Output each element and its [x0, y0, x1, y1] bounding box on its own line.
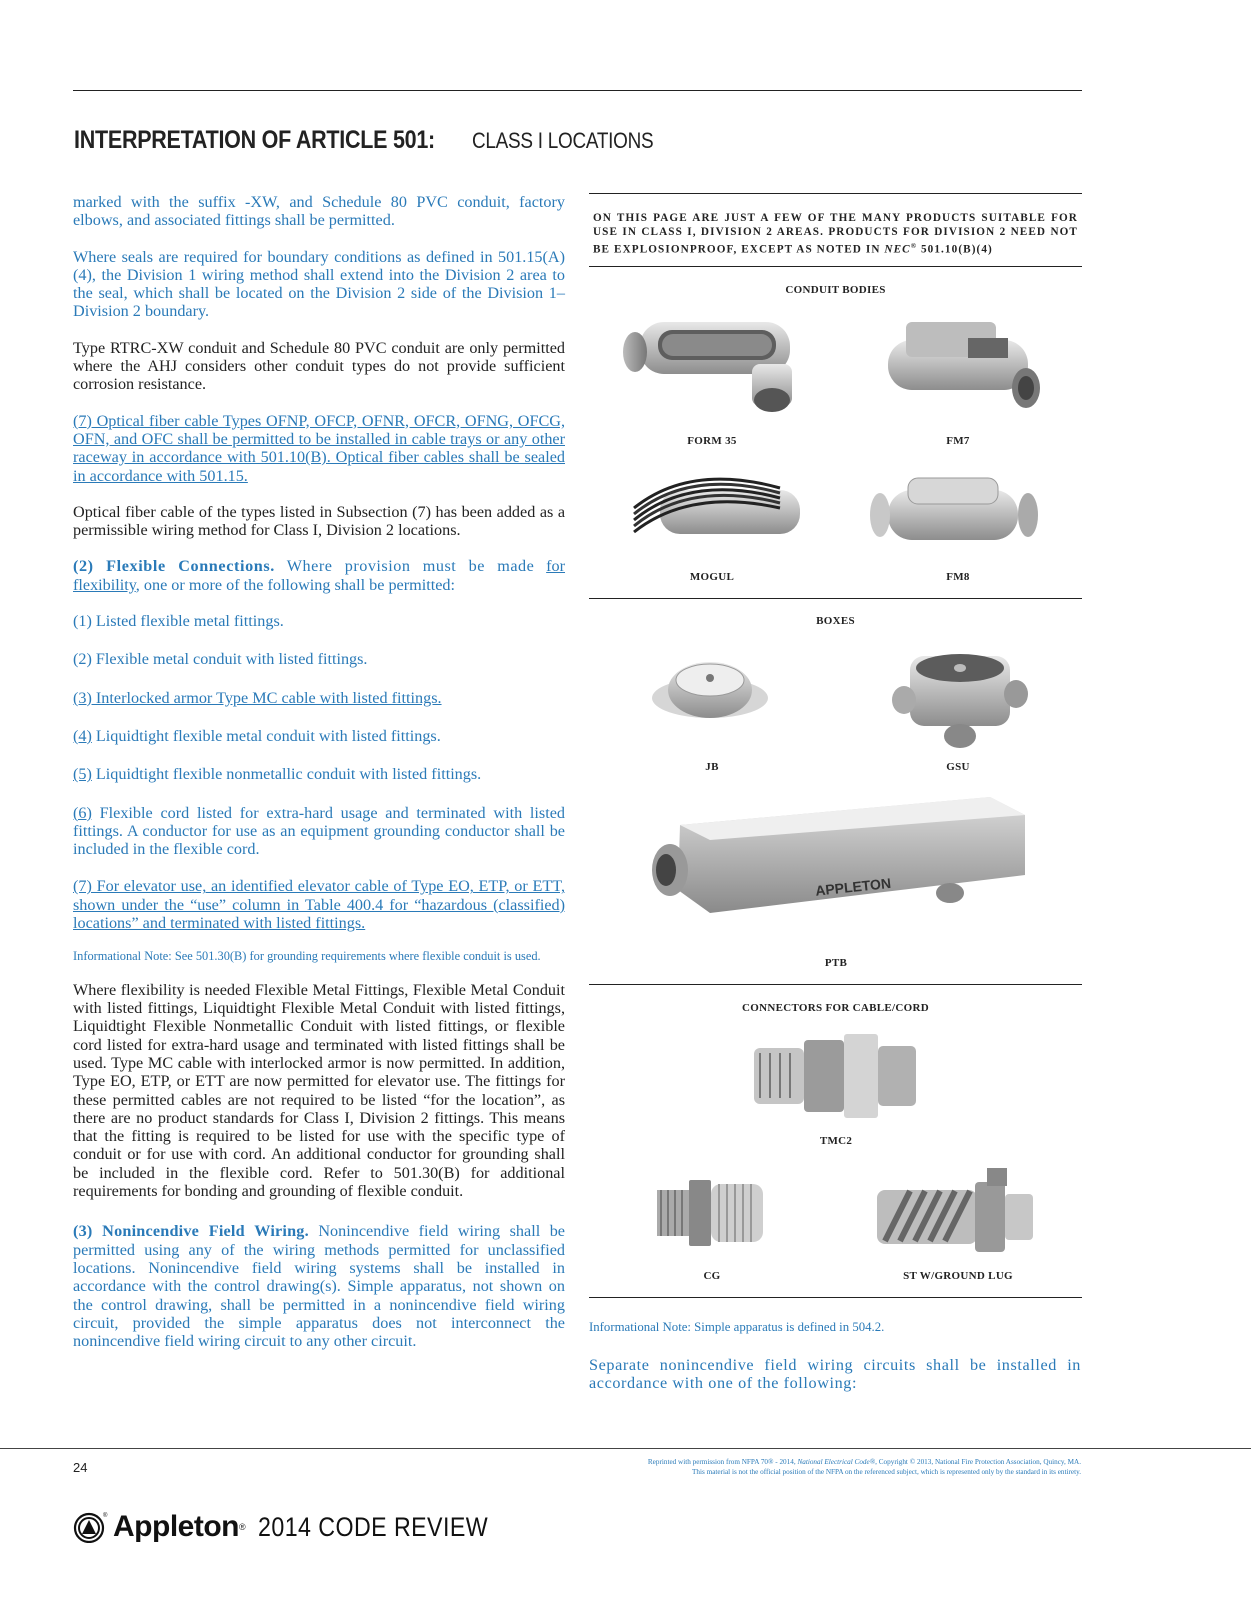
- fm7-image: [878, 310, 1048, 425]
- flexible-intro-tail: , one or more of the following shall be permitted:: [135, 575, 455, 594]
- logo-registered-mark: ®: [103, 1513, 108, 1519]
- form35-image: [620, 312, 810, 422]
- right-rule-5: [589, 1297, 1082, 1298]
- products-note-text: ON THIS PAGE ARE JUST A FEW OF THE MANY PRODUCTS SUITABLE FOR USE IN CLASS I, DIVISION 2 AREAS. PRODUCTS FOR DIVISION 2 NEED NOT BE EXPLOSIONPROOF, EXCEPT AS NOTED IN: [593, 212, 1078, 256]
- reprint-line-1-a: Reprinted with permission from NFPA 70® - 2014,: [647, 1458, 798, 1466]
- products-note-reg: ®: [910, 242, 918, 250]
- page-title-rest: CLASS I LOCATIONS: [471, 128, 654, 153]
- list-item-4: [73, 727, 565, 745]
- reprint-line-1: [521, 1457, 1081, 1467]
- flexibility-link[interactable]: for flexibility: [73, 557, 566, 594]
- mogul-image: [630, 468, 805, 558]
- list-item-2: (2) Flexible metal conduit with listed fittings.: [73, 650, 368, 669]
- reprint-line-2: This material is not the official position of the NFPA on the referenced subject, which is represented only by the standard in its entirety.: [692, 1468, 1081, 1476]
- st-ground-lug-image: [875, 1166, 1035, 1261]
- right-rule-2: [589, 266, 1082, 267]
- cg-image: [655, 1172, 765, 1257]
- ptb-appleton-label: APPLETON: [814, 874, 892, 899]
- paragraph-flexible-connections: [73, 557, 565, 594]
- ptb-image: [650, 795, 1030, 945]
- jb-image: [650, 650, 770, 740]
- informational-note-simple-apparatus: Informational Note: Simple apparatus is defined in 504.2.: [589, 1320, 885, 1334]
- brand-name: Appleton: [113, 1510, 239, 1543]
- caption-fm8: FM8: [946, 571, 970, 583]
- heading-flexible-connections: (2) Flexible Connections.: [73, 557, 275, 576]
- products-note: [593, 211, 1078, 257]
- reprint-line-1-italic: National Electrical Code®: [797, 1458, 876, 1466]
- list-item-5-number: (5): [73, 765, 92, 784]
- list-item-3: (3) Interlocked armor Type MC cable with listed fittings.: [73, 688, 442, 707]
- page-title-bold: INTERPRETATION OF ARTICLE 501:: [74, 126, 435, 154]
- caption-tmc2: TMC2: [819, 1135, 853, 1147]
- section-boxes: BOXES: [816, 615, 855, 627]
- caption-cg: CG: [703, 1270, 721, 1282]
- list-item-7: (7) For elevator use, an identified elevator cable of Type EO, ETP, or ETT, shown under the “use” column in Table 400.4 for “hazardous (classified) locations” and terminated with listed fittings.: [73, 877, 565, 933]
- list-item-5: [73, 765, 565, 783]
- top-rule: [73, 90, 1082, 91]
- page-number: 24: [73, 1460, 88, 1475]
- page-title: [74, 126, 683, 155]
- caption-mogul: MOGUL: [689, 571, 735, 583]
- paragraph-optical-fiber: (7) Optical fiber cable Types OFNP, OFCP, OFNR, OFCR, OFNG, OFCG, OFN, and OFC shall be permitted to be installed in cable trays or any other raceway in accordance with 501.10(B). Optical fiber cables shall be sealed in accordance with 501.15.: [73, 411, 565, 485]
- list-item-5-text: Liquidtight flexible nonmetallic conduit with listed fittings.: [91, 765, 482, 784]
- list-item-1: (1) Listed flexible metal fittings.: [73, 612, 284, 631]
- paragraph-optical-note: Optical fiber cable of the types listed in Subsection (7) has been added as a permissible wiring method for Class I, Division 2 locations.: [73, 502, 565, 540]
- right-rule-4: [589, 984, 1082, 985]
- brand-footer: [73, 1510, 525, 1544]
- flexible-intro-text: Where provision must be made: [286, 557, 535, 576]
- caption-st-ground-lug: ST W/GROUND LUG: [903, 1270, 1013, 1282]
- caption-jb: JB: [705, 761, 719, 773]
- left-column: [73, 193, 565, 1350]
- paragraph-rtrc: Type RTRC-XW conduit and Schedule 80 PVC conduit are only permitted where the AHJ considers other conduit types do not provide sufficient corrosion resistance.: [73, 338, 565, 394]
- brand-registered-mark: ®: [238, 1522, 246, 1532]
- caption-ptb: PTB: [824, 957, 848, 969]
- right-rule-1: [589, 193, 1082, 194]
- brand-subtitle: 2014 CODE REVIEW: [257, 1511, 488, 1542]
- paragraph-flexibility-explained: Where flexibility is needed Flexible Metal Fittings, Flexible Metal Conduit with listed fittings, Liquidtight Flexible Metal Conduit with listed fittings, Liquidtight Flexible Nonmetallic Conduit with listed fittings, or flexible cord listed for extra-hard usage and terminated with listed fittings shall be used. Type MC cable with interlocked armor is now permitted. In addition, Type EO, ETP, or ETT are now permitted for elevator use. The fittings for these permitted cables are not required to be listed “for the location”, as there are no product standards for Class I, Division 2 fittings. This means that the fitting is required to be listed for use with the specific type of conduit or for use with cord. An additional conductor for grounding shall be included in the flexible cord. Refer to 501.30(B) for additional requirements for bonding and grounding of flexible conduit.: [73, 980, 565, 1201]
- paragraph-seals: Where seals are required for boundary conditions as defined in 501.15(A)(4), the Division 1 wiring method shall extend into the Division 2 area to the seal, which shall be located on the Division 2 side of the Division 1–Division 2 boundary.: [73, 247, 565, 321]
- informational-note-grounding: Informational Note: See 501.30(B) for grounding requirements where flexible conduit is used.: [73, 949, 541, 964]
- list-item-6: [73, 804, 565, 859]
- paragraph-nonincendive: [73, 1222, 565, 1350]
- fm8-image: [868, 472, 1043, 552]
- products-note-ref: 501.10(B)(4): [917, 243, 993, 256]
- reprint-line-1-b: , Copyright © 2013, National Fire Protection Association, Quincy, MA.: [875, 1458, 1081, 1466]
- list-item-4-number: (4): [73, 726, 92, 745]
- tmc2-image: [750, 1028, 920, 1123]
- caption-fm7: FM7: [946, 435, 970, 447]
- reprint-notice: [521, 1457, 1081, 1477]
- footer-rule: [0, 1448, 1251, 1449]
- caption-form35: FORM 35: [687, 435, 737, 447]
- nonincendive-text: Nonincendive field wiring shall be permitted using any of the wiring methods permitted for unclassified locations. Nonincendive field wiring systems shall be installed in accordance with the control drawing(s). Simple apparatus, not shown on the control drawing, shall be permitted in a nonincendive field wiring circuit, provided the simple apparatus does not interconnect the nonincendive field wiring circuit to any other circuit.: [73, 1222, 565, 1351]
- gsu-image: [890, 642, 1030, 752]
- paragraph-separate-circuits: Separate nonincendive field wiring circuits shall be installed in accordance with one of the following:: [589, 1356, 1081, 1393]
- section-connectors: CONNECTORS FOR CABLE/CORD: [742, 1002, 929, 1014]
- products-note-nec: NEC: [884, 243, 911, 256]
- paragraph-schedule80: marked with the suffix -XW, and Schedule 80 PVC conduit, factory elbows, and associated fittings shall be permitted.: [73, 193, 565, 230]
- caption-gsu: GSU: [946, 761, 970, 773]
- list-item-6-number: (6): [73, 803, 92, 822]
- heading-nonincendive: (3) Nonincendive Field Wiring.: [73, 1222, 309, 1241]
- list-item-6-text: Flexible cord listed for extra-hard usage and terminated with listed fittings. A conductor for use as an equipment grounding conductor shall be included in the flexible cord.: [73, 803, 565, 859]
- section-conduit-bodies: CONDUIT BODIES: [785, 284, 886, 296]
- appleton-logo-icon: [73, 1511, 109, 1543]
- right-rule-3: [589, 598, 1082, 599]
- list-item-4-text: Liquidtight flexible metal conduit with listed fittings.: [91, 726, 441, 745]
